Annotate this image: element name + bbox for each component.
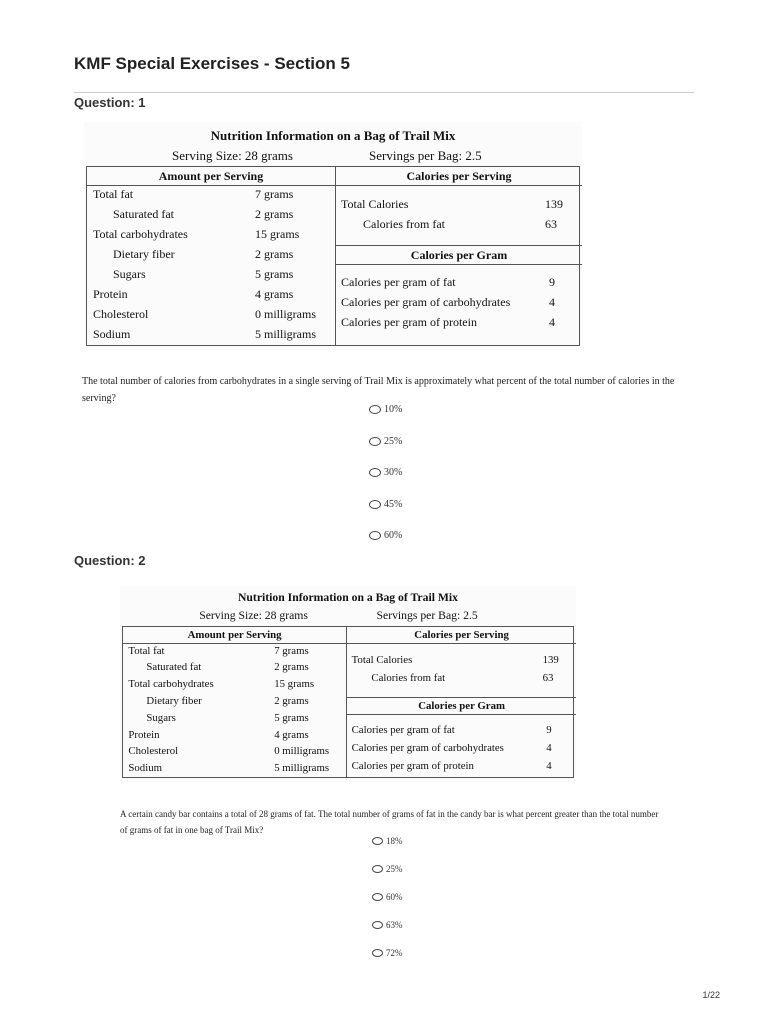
amount-row-value: 4 grams <box>255 287 294 301</box>
nutrition-table-title: Nutrition Information on a Bag of Trail Mix <box>237 591 458 605</box>
radio-button-icon[interactable] <box>369 468 381 477</box>
amount-row-label: Saturated fat <box>113 207 174 221</box>
amount-row-label: Total carbohydrates <box>93 227 188 241</box>
amount-row-label: Sugars <box>146 711 176 724</box>
answer-choice-label: 10% <box>384 404 403 415</box>
answer-choice-label: 45% <box>384 498 403 510</box>
gram-row-value: 4 <box>546 759 552 772</box>
answer-choice[interactable] <box>369 530 402 541</box>
amount-per-serving-header: Amount per Serving <box>123 627 346 644</box>
amount-row-value: 5 milligrams <box>255 327 316 341</box>
serving-size: Serving Size: 28 grams <box>199 609 308 623</box>
amount-row-label: Sodium <box>93 327 131 341</box>
amount-row-value: 5 grams <box>274 711 309 724</box>
answer-choice-label: 18% <box>386 836 403 846</box>
gram-row-value: 4 <box>549 315 555 329</box>
answer-choice[interactable] <box>372 864 403 874</box>
nutrition-table <box>86 166 580 346</box>
answer-choice-label: 63% <box>386 920 403 930</box>
amount-row-value: 2 grams <box>255 207 294 221</box>
answer-choice[interactable] <box>369 499 402 510</box>
gram-row-value: 4 <box>546 741 552 754</box>
gram-row-label: Calories per gram of fat <box>351 723 455 736</box>
amount-row-value: 0 milligrams <box>255 307 316 321</box>
amount-row-value: 2 grams <box>255 247 294 261</box>
nutrition-figure <box>84 122 582 350</box>
radio-button-icon[interactable] <box>372 921 383 929</box>
serving-size: Serving Size: 28 grams <box>172 148 293 163</box>
question-prompt: A certain candy bar contains a total of 28 grams of fat. The total number of grams of fat in the candy bar is what percent greater than the total number of grams of fat in one bag of Trail Mix? <box>120 809 659 835</box>
amount-row-label: Cholesterol <box>93 307 149 321</box>
answer-choice[interactable] <box>369 436 402 447</box>
question-heading: Question: 1 <box>74 95 146 110</box>
answer-choice[interactable] <box>372 836 403 846</box>
gram-row-label: Calories per gram of carbohydrates <box>351 741 504 754</box>
amount-row-value: 5 milligrams <box>274 762 330 775</box>
page-number: 1/22 <box>702 990 720 1000</box>
radio-button-icon[interactable] <box>369 500 381 509</box>
amount-row-label: Cholesterol <box>128 745 179 758</box>
calories-per-gram-header: Calories per Gram <box>347 698 576 715</box>
amount-row-value: 4 grams <box>274 728 309 741</box>
radio-button-icon[interactable] <box>372 837 383 845</box>
gram-row-value: 9 <box>546 723 552 736</box>
answer-choice-label: 72% <box>386 948 403 958</box>
amount-row-value: 15 grams <box>255 227 300 241</box>
amount-row-label: Sugars <box>113 267 146 281</box>
calorie-row-label: Total Calories <box>351 653 413 666</box>
radio-button-icon[interactable] <box>372 949 383 957</box>
amount-row-label: Saturated fat <box>146 661 202 674</box>
radio-button-icon[interactable] <box>372 893 383 901</box>
amount-row-value: 7 grams <box>255 187 294 201</box>
answer-choice[interactable] <box>369 467 402 478</box>
amount-row-label: Total fat <box>128 644 165 657</box>
amount-row-value: 2 grams <box>274 661 309 674</box>
amount-row-label: Total carbohydrates <box>128 678 214 691</box>
answer-choice-label: 30% <box>384 467 403 478</box>
calories-per-serving-header: Calories per Serving <box>336 167 582 186</box>
amount-row-value: 5 grams <box>255 267 294 281</box>
amount-row-value: 15 grams <box>274 678 315 691</box>
answer-choice[interactable] <box>372 948 403 958</box>
servings-per-bag: Servings per Bag: 2.5 <box>369 148 482 163</box>
gram-row-label: Calories per gram of protein <box>351 759 474 772</box>
question-heading: Question: 2 <box>74 553 146 568</box>
radio-button-icon[interactable] <box>369 437 381 446</box>
gram-row-label: Calories per gram of fat <box>341 275 456 289</box>
amount-row-label: Dietary fiber <box>113 247 175 261</box>
answer-choice-label: 25% <box>386 864 403 874</box>
amount-row-label: Total fat <box>93 187 134 201</box>
question-prompt: The total number of calories from carbohydrates in a single serving of Trail Mix is approximately what percent of the total number of calories in the serving? <box>82 376 675 404</box>
calorie-row-value: 139 <box>542 653 559 666</box>
gram-row-value: 4 <box>549 295 555 309</box>
calorie-row-label: Total Calories <box>341 197 409 211</box>
calories-per-gram-header: Calories per Gram <box>336 246 582 265</box>
amount-row-value: 0 milligrams <box>274 745 330 758</box>
answer-choice[interactable] <box>372 920 403 930</box>
title-divider <box>74 92 694 93</box>
gram-row-value: 9 <box>549 275 555 289</box>
amount-row-label: Protein <box>128 728 160 741</box>
answer-choice-label: 60% <box>384 530 403 541</box>
answer-choice-label: 25% <box>384 435 403 447</box>
gram-row-label: Calories per gram of carbohydrates <box>341 295 511 309</box>
nutrition-table-title: Nutrition Information on a Bag of Trail Mix <box>210 128 456 143</box>
answer-choice-label: 60% <box>386 892 403 902</box>
amount-row-label: Dietary fiber <box>146 694 202 707</box>
calorie-row-label: Calories from fat <box>371 671 446 684</box>
page-title: KMF Special Exercises - Section 5 <box>74 54 350 73</box>
calorie-row-label: Calories from fat <box>363 217 445 231</box>
calorie-row-value: 63 <box>542 671 554 684</box>
amount-row-value: 2 grams <box>274 694 309 707</box>
calories-per-serving-header: Calories per Serving <box>347 627 576 644</box>
answer-choice[interactable] <box>369 404 402 415</box>
servings-per-bag: Servings per Bag: 2.5 <box>376 609 478 623</box>
gram-row-label: Calories per gram of protein <box>341 315 477 329</box>
calorie-row-value: 63 <box>545 217 557 231</box>
nutrition-figure <box>120 586 576 782</box>
amount-row-value: 7 grams <box>274 644 309 657</box>
amount-row-label: Protein <box>93 287 128 301</box>
answer-choice[interactable] <box>372 892 403 902</box>
calorie-row-value: 139 <box>545 197 563 211</box>
radio-button-icon[interactable] <box>372 865 383 873</box>
nutrition-table <box>122 626 574 778</box>
radio-button-icon[interactable] <box>369 405 381 414</box>
radio-button-icon[interactable] <box>369 531 381 540</box>
amount-per-serving-header: Amount per Serving <box>87 167 335 186</box>
amount-row-label: Sodium <box>128 762 162 775</box>
